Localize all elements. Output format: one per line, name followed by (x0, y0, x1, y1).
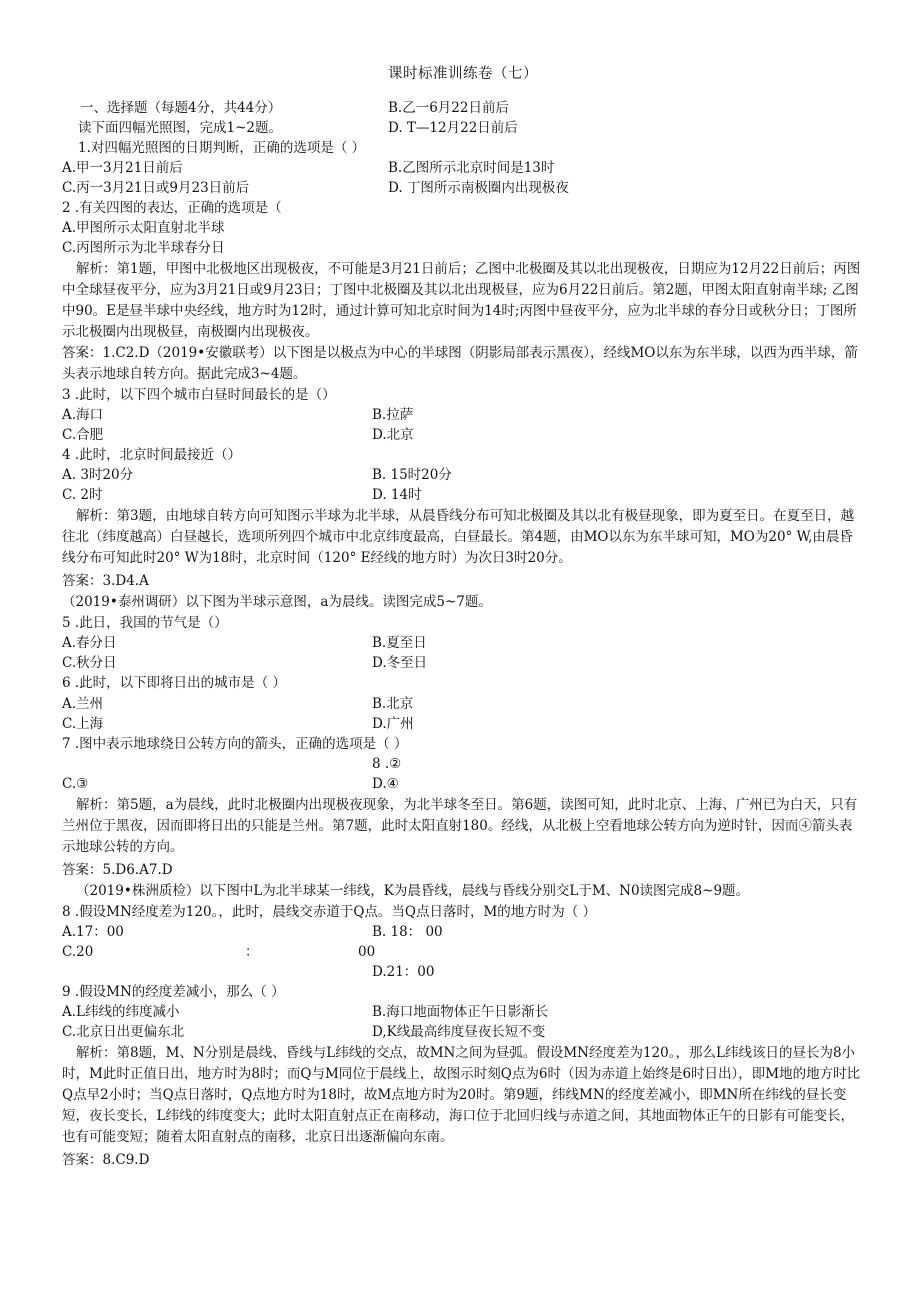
answer-3-4: 答案：3.D4.A (62, 573, 149, 589)
answer-8-9: 答案：8.C9.D (62, 1152, 150, 1168)
q6-stem: 6 .此时，以下即将日出的城市是（ ） (62, 675, 286, 691)
q7-stem: 7 .图中表示地球绕日公转方向的箭头，正确的选项是（ ） (62, 736, 408, 752)
q3-option-b: B.拉萨 (372, 407, 414, 423)
q2-option-c: C.丙图所示为北半球春分日 (62, 240, 225, 256)
q4-option-c: C. 2时 (62, 487, 103, 503)
q3-stem: 3 .此时，以下四个城市白昼时间最长的是（） (62, 387, 336, 403)
q8-option-d: D.21：00 (372, 964, 435, 980)
q7-option-d: D.④ (372, 776, 399, 792)
analysis-8-9: 解析：第8题，M、N分别是晨线、昏线与L纬线的交点，故MN之间为昼弧。假设MN经度差为120。，那么L纬线该日的昼长为8小时，M此时正值日出，地方时为8时；而Q与M同位于晨线上，故图示时刻Q点为6时（因为赤道上始终是6时日出），即M地的地方时比Q点早2小时；当Q点日落时，Q点地方时为18时，故M点地方时为20时。第9题，纬线MN的经度差减小，即MN所在纬线的昼长变短，夜长变长，L纬线的纬度变大；此时太阳直射点正在南移动，海口位于北回归线与赤道之间，其地面物体正午的日影有可能变长，也有可能变短；随着太阳直射点的南移，北京日出逐渐偏向东南。 (62, 1045, 861, 1145)
q8-option-b: B. 18： 00 (372, 924, 443, 940)
q2-option-b: B.乙图所示北京时间是13时 (388, 160, 555, 176)
analysis-1-2: 解析：第1题，甲图中北极地区出现极夜，不可能是3月21日前后；乙图中北极圈及其以北出现极夜，日期应为12月22日前后；丙图中全球昼夜平分，应为3月21日或9月23日；丁图中北极圈及其以北出现极昼，应为6月22日前后。第2题，甲图太阳直射南半球; 乙图中90。E是昼半球中央经线，地方时为12时，通过计算可知北京时间为14时;丙图中昼夜平分，应为北半球的春分日或秋分日；丁图所示北极圈内出现极昼，南极圈内出现极夜。 (62, 261, 861, 340)
q6-option-a: A.兰州 (62, 696, 104, 712)
page-title: 课时标准训练卷（七） (388, 66, 538, 82)
q3-option-d: D.北京 (372, 427, 414, 443)
analysis-5-7: 解析：第5题，a为晨线，此时北极圈内出现极夜现象，为北半球冬至日。第6题，读图可知，此时北京、上海、广州已为白天，只有兰州位于黑夜，因而即将日出的只能是兰州。第7题，此时太阳直射180。经线，从北极上空看地球公转方向为逆时针，因而④箭头表示地球公转的方向。 (62, 797, 858, 855)
q5-option-b: B.夏至日 (372, 635, 427, 651)
q6-option-d: D.广州 (372, 716, 414, 732)
q8-stem: 8 .假设MN经度差为120。，此时，晨线交赤道于Q点。当Q点日落时，M的地方时为（ ） (62, 904, 597, 920)
q8-option-a: A.17：00 (62, 924, 124, 940)
q5-option-c: C.秋分日 (62, 655, 117, 671)
q5-option-d: D.冬至日 (372, 655, 428, 671)
q9-option-a: A.L纬线的纬度减小 (62, 1004, 180, 1020)
q4-option-b: B. 15时20分 (372, 467, 452, 483)
q2-option-d: D. 丁图所示南极圈内出现极夜 (388, 180, 569, 196)
q8-option-c-hour: C.20 (62, 944, 94, 960)
intro-5-7: （2019•泰州调研）以下图为半球示意图，a为晨线。读图完成5~7题。 (62, 594, 492, 610)
q9-option-c: C.北京日出更偏东北 (62, 1024, 185, 1040)
intro-1-2: 读下面四幅光照图，完成1~2题。 (78, 120, 282, 136)
q4-option-a: A. 3时20分 (62, 467, 134, 483)
q9-option-b: B.海口地面物体正午日影渐长 (372, 1004, 549, 1020)
q5-option-a: A.春分日 (62, 635, 117, 651)
q7-option-b: 8 .② (372, 756, 402, 772)
q1-stem: 1.对四幅光照图的日期判断，正确的选项是（ ） (78, 140, 366, 156)
q8-option-c-minute: 00 (358, 944, 376, 960)
q9-stem: 9 .假设MN的经度差减小，那么（ ） (62, 984, 285, 1000)
q6-option-c: C.上海 (62, 716, 104, 732)
q4-option-d: D. 14时 (372, 487, 422, 503)
q1-option-c: C.丙一3月21日或9月23日前后 (62, 180, 250, 196)
q4-stem: 4 .此时，北京时间最接近（） (62, 447, 242, 463)
q7-option-c: C.③ (62, 776, 89, 792)
q3-option-a: A.海口 (62, 407, 104, 423)
q6-option-b: B.北京 (372, 696, 414, 712)
q2-stem: 2 .有关四图的表达，正确的选项是（ (62, 200, 282, 216)
q5-stem: 5 .此日，我国的节气是（） (62, 615, 228, 631)
answer-5-7: 答案：5.D6.A7.D (62, 862, 173, 878)
q1-option-b: B.乙一6月22日前后 (388, 100, 509, 116)
analysis-3-4: 解析：第3题，由地球自转方向可知图示半球为北半球，从晨昏线分布可知北极圈及其以北有极昼现象，即为夏至日。在夏至日，越往北（纬度越高）白昼越长，选项所列四个城市中北京纬度最高，白昼最长。第4题，由MO以东为东半球可知，MO为20° W,由晨昏线分布可知此时20° W为18时，北京时间（120° E经线的地方时）为次日3时20分。 (62, 508, 855, 566)
answer-1-2-intro-3-4: 答案：1.C2.D（2019•安徽联考）以下图是以极点为中心的半球图（阴影局部表示黑夜），经线MO以东为东半球，以西为西半球，箭头表示地球自转方向。据此完成3~4题。 (62, 345, 858, 382)
q1-option-a: A.甲一3月21日前后 (62, 160, 183, 176)
section-header: 一、选择题（每题4分，共44分） (80, 100, 282, 116)
q9-option-d: D,K线最高纬度昼夜长短不变 (372, 1024, 546, 1040)
q3-option-c: C.合肥 (62, 427, 104, 443)
q2-option-a: A.甲图所示太阳直射北半球 (62, 220, 225, 236)
q8-option-c-colon: ： (245, 944, 259, 960)
intro-8-9: （2019•株洲质检）以下图中L为北半球某一纬线，K为晨昏线，晨线与昏线分别交L于M、N0读图完成8~9题。 (76, 883, 750, 899)
q1-option-d: D. T—12月22日前后 (388, 120, 518, 136)
